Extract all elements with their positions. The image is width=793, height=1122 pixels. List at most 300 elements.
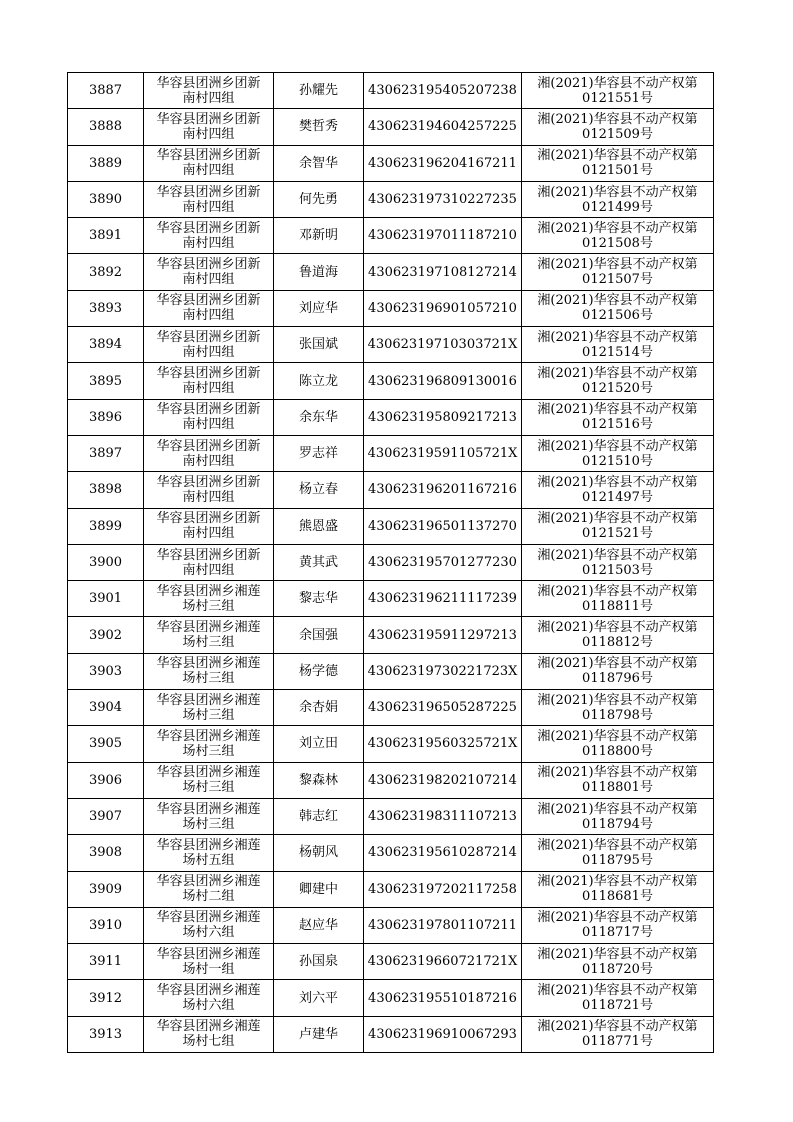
address-cell: [144, 435, 274, 471]
address-cell: [144, 907, 274, 943]
address-line-1: 华容县团洲乡湘莲: [156, 765, 261, 781]
address-cell: [144, 399, 274, 435]
owner-name-cell: [274, 254, 364, 290]
certificate-line-1: 湘(2021)华容县不动产权第: [537, 366, 698, 382]
id-number-cell: [364, 653, 522, 689]
certificate-number: 0118720号: [582, 961, 653, 977]
certificate-number: 0121506号: [582, 308, 653, 324]
table-row: [68, 327, 714, 363]
address-cell: [144, 508, 274, 544]
address-cell: [144, 73, 274, 109]
address-cell: [144, 218, 274, 254]
table-row: [68, 472, 714, 508]
owner-name-cell: [274, 798, 364, 834]
owner-name-cell: [274, 581, 364, 617]
id-number-cell: [364, 327, 522, 363]
id-number-cell: [364, 871, 522, 907]
owner-name: 黎森林: [298, 772, 338, 788]
id-number: 430623197011187210: [368, 228, 517, 244]
certificate-number: 0121510号: [582, 453, 653, 469]
id-number-cell: [364, 617, 522, 653]
owner-name-cell: [274, 218, 364, 254]
owner-name-cell: [274, 1016, 364, 1052]
owner-name: 黎志华: [298, 591, 338, 607]
table-row: [68, 181, 714, 217]
serial-number-cell: [68, 508, 144, 544]
certificate-line-1: 湘(2021)华容县不动产权第: [537, 692, 698, 708]
id-number-cell: [364, 435, 522, 471]
address-cell: [144, 290, 274, 326]
address-line-2: 南村四组: [182, 272, 235, 288]
table-row: [68, 508, 714, 544]
address-cell: [144, 581, 274, 617]
certificate-number: 0121499号: [582, 199, 653, 215]
table-row: [68, 617, 714, 653]
certificate-line-1: 湘(2021)华容县不动产权第: [537, 837, 698, 853]
certificate-number: 0121520号: [582, 381, 653, 397]
certificate-number: 0118717号: [582, 925, 653, 941]
certificate-number: 0121514号: [582, 344, 653, 360]
id-number: 430623195510187216: [368, 990, 517, 1006]
address-line-2: 场村三组: [182, 635, 235, 651]
certificate-cell: [522, 871, 714, 907]
certificate-number: 0118801号: [582, 780, 653, 796]
certificate-line-1: 湘(2021)华容县不动产权第: [537, 728, 698, 744]
address-line-1: 华容县团洲乡湘莲: [156, 801, 261, 817]
serial-number-cell: [68, 798, 144, 834]
owner-name: 刘六平: [298, 990, 338, 1006]
table-row: [68, 290, 714, 326]
serial-number: 3899: [88, 518, 123, 534]
id-number: 43062319660721721X: [367, 954, 518, 970]
id-number: 430623195610287214: [368, 845, 517, 861]
serial-number: 3902: [88, 627, 123, 643]
serial-number-cell: [68, 871, 144, 907]
serial-number: 3897: [88, 446, 123, 462]
certificate-line-1: 湘(2021)华容县不动产权第: [537, 329, 698, 345]
serial-number-cell: [68, 653, 144, 689]
certificate-cell: [522, 798, 714, 834]
serial-number-cell: [68, 690, 144, 726]
serial-number: 3893: [88, 300, 123, 316]
owner-name: 孙耀先: [298, 83, 338, 99]
serial-number: 3890: [88, 192, 123, 208]
id-number: 430623195701277230: [368, 555, 517, 570]
owner-name-cell: [274, 109, 364, 145]
certificate-number: 0121503号: [582, 562, 653, 578]
address-line-2: 场村三组: [182, 598, 235, 614]
certificate-line-1: 湘(2021)华容县不动产权第: [537, 438, 698, 454]
address-cell: [144, 690, 274, 726]
table-row: [68, 726, 714, 762]
certificate-number: 0118812号: [582, 635, 653, 651]
serial-number-cell: [68, 1016, 144, 1052]
address-line-1: 华容县团洲乡湘莲: [156, 874, 261, 890]
owner-name-cell: [274, 871, 364, 907]
table-row: [68, 109, 714, 145]
address-line-2: 南村四组: [182, 90, 235, 106]
address-line-2: 南村四组: [182, 235, 235, 251]
owner-name: 邓新明: [298, 228, 338, 244]
address-line-2: 南村四组: [182, 453, 235, 469]
serial-number: 3903: [88, 663, 123, 679]
certificate-line-1: 湘(2021)华容县不动产权第: [537, 184, 698, 200]
certificate-number: 0121521号: [582, 526, 653, 542]
serial-number: 3906: [88, 772, 123, 788]
id-number: 430623198202107214: [368, 772, 517, 788]
certificate-cell: [522, 617, 714, 653]
certificate-number: 0121507号: [582, 272, 653, 288]
address-line-1: 华容县团洲乡湘莲: [156, 620, 261, 636]
certificate-number: 0118800号: [582, 743, 653, 759]
certificate-line-1: 湘(2021)华容县不动产权第: [537, 257, 698, 273]
certificate-cell: [522, 254, 714, 290]
owner-name: 卢建华: [298, 1026, 338, 1042]
registry-table: [67, 72, 714, 1053]
certificate-line-1: 湘(2021)华容县不动产权第: [537, 801, 698, 817]
certificate-line-1: 湘(2021)华容县不动产权第: [537, 474, 698, 490]
id-number-cell: [364, 472, 522, 508]
address-line-2: 场村六组: [182, 925, 235, 941]
address-cell: [144, 617, 274, 653]
table-row: [68, 835, 714, 871]
owner-name: 杨朝风: [298, 845, 338, 861]
id-number-cell: [364, 835, 522, 871]
id-number: 430623197108127214: [368, 264, 517, 280]
id-number-cell: [364, 399, 522, 435]
owner-name-cell: [274, 327, 364, 363]
serial-number-cell: [68, 907, 144, 943]
serial-number: 3904: [88, 700, 123, 716]
address-cell: [144, 254, 274, 290]
id-number: 430623196201167216: [368, 482, 517, 498]
table-row: [68, 653, 714, 689]
owner-name-cell: [274, 944, 364, 980]
id-number-cell: [364, 907, 522, 943]
address-line-1: 华容县团洲乡湘莲: [156, 983, 261, 999]
address-line-2: 场村五组: [182, 852, 235, 868]
owner-name-cell: [274, 690, 364, 726]
table-row: [68, 363, 714, 399]
certificate-line-1: 湘(2021)华容县不动产权第: [537, 402, 698, 418]
address-line-2: 南村四组: [182, 562, 235, 578]
address-line-2: 场村三组: [182, 816, 235, 832]
serial-number: 3887: [88, 83, 123, 99]
certificate-line-1: 湘(2021)华容县不动产权第: [537, 547, 698, 563]
certificate-line-1: 湘(2021)华容县不动产权第: [537, 874, 698, 890]
id-number: 430623198311107213: [368, 809, 517, 825]
certificate-line-1: 湘(2021)华容县不动产权第: [537, 220, 698, 236]
certificate-cell: [522, 653, 714, 689]
certificate-number: 0118771号: [582, 1034, 653, 1050]
id-number-cell: [364, 181, 522, 217]
table-row: [68, 944, 714, 980]
id-number-cell: [364, 218, 522, 254]
id-number: 430623196204167211: [368, 155, 517, 171]
address-cell: [144, 544, 274, 580]
address-line-1: 华容县团洲乡团新: [156, 257, 261, 273]
address-line-2: 南村四组: [182, 163, 235, 179]
table-row: [68, 980, 714, 1016]
address-line-2: 南村四组: [182, 417, 235, 433]
table-row: [68, 218, 714, 254]
address-cell: [144, 798, 274, 834]
address-line-2: 场村一组: [182, 961, 235, 977]
serial-number: 3910: [88, 917, 123, 933]
id-number: 430623196910067293: [368, 1026, 517, 1042]
owner-name: 鲁道海: [298, 264, 338, 280]
id-number-cell: [364, 762, 522, 798]
address-line-2: 场村三组: [182, 707, 235, 723]
serial-number: 3896: [88, 409, 123, 425]
certificate-cell: [522, 980, 714, 1016]
owner-name-cell: [274, 508, 364, 544]
certificate-line-1: 湘(2021)华容县不动产权第: [537, 511, 698, 527]
certificate-line-1: 湘(2021)华容县不动产权第: [537, 1019, 698, 1035]
certificate-line-1: 湘(2021)华容县不动产权第: [537, 75, 698, 91]
certificate-cell: [522, 472, 714, 508]
certificate-number: 0121516号: [582, 417, 653, 433]
owner-name-cell: [274, 617, 364, 653]
serial-number: 3912: [88, 990, 123, 1006]
serial-number: 3898: [88, 482, 123, 498]
owner-name: 余国强: [298, 627, 338, 643]
serial-number: 3901: [88, 591, 123, 607]
serial-number-cell: [68, 145, 144, 181]
owner-name-cell: [274, 472, 364, 508]
id-number: 430623197801107211: [368, 917, 517, 933]
address-cell: [144, 327, 274, 363]
serial-number: 3900: [88, 555, 123, 570]
owner-name: 余智华: [298, 155, 338, 171]
owner-name-cell: [274, 762, 364, 798]
owner-name-cell: [274, 907, 364, 943]
serial-number: 3913: [88, 1026, 123, 1042]
owner-name: 孙国泉: [298, 954, 338, 970]
address-line-2: 场村七组: [182, 1034, 235, 1050]
address-line-1: 华容县团洲乡湘莲: [156, 656, 261, 672]
address-line-2: 南村四组: [182, 199, 235, 215]
address-cell: [144, 762, 274, 798]
table-row: [68, 871, 714, 907]
id-number: 430623196211117239: [368, 591, 517, 607]
address-cell: [144, 109, 274, 145]
serial-number-cell: [68, 218, 144, 254]
owner-name: 杨立春: [298, 482, 338, 498]
certificate-cell: [522, 835, 714, 871]
serial-number-cell: [68, 835, 144, 871]
address-line-1: 华容县团洲乡湘莲: [156, 837, 261, 853]
serial-number-cell: [68, 980, 144, 1016]
owner-name: 赵应华: [298, 917, 338, 933]
id-number-cell: [364, 508, 522, 544]
id-number-cell: [364, 145, 522, 181]
serial-number-cell: [68, 617, 144, 653]
address-line-1: 华容县团洲乡团新: [156, 511, 261, 527]
id-number-cell: [364, 254, 522, 290]
certificate-cell: [522, 290, 714, 326]
owner-name-cell: [274, 544, 364, 580]
serial-number: 3894: [88, 337, 123, 353]
serial-number-cell: [68, 181, 144, 217]
certificate-number: 0121501号: [582, 163, 653, 179]
address-line-2: 场村二组: [182, 889, 235, 905]
certificate-number: 0121497号: [582, 489, 653, 505]
table-body: [68, 73, 714, 1053]
address-cell: [144, 944, 274, 980]
id-number: 430623195911297213: [368, 627, 517, 643]
table-row: [68, 145, 714, 181]
address-cell: [144, 181, 274, 217]
id-number-cell: [364, 944, 522, 980]
certificate-line-1: 湘(2021)华容县不动产权第: [537, 620, 698, 636]
owner-name: 陈立龙: [298, 373, 338, 389]
id-number: 430623195809217213: [368, 409, 517, 425]
certificate-number: 0118796号: [582, 671, 653, 687]
certificate-line-1: 湘(2021)华容县不动产权第: [537, 765, 698, 781]
certificate-number: 0118681号: [582, 889, 653, 905]
address-cell: [144, 980, 274, 1016]
address-line-1: 华容县团洲乡湘莲: [156, 910, 261, 926]
table-row: [68, 254, 714, 290]
address-line-1: 华容县团洲乡湘莲: [156, 728, 261, 744]
serial-number: 3889: [88, 155, 123, 171]
serial-number: 3911: [88, 954, 123, 970]
id-number: 430623194604257225: [368, 119, 517, 135]
address-line-1: 华容县团洲乡团新: [156, 366, 261, 382]
owner-name-cell: [274, 181, 364, 217]
certificate-number: 0118811号: [582, 598, 653, 614]
table-row: [68, 544, 714, 580]
owner-name-cell: [274, 73, 364, 109]
address-cell: [144, 726, 274, 762]
address-cell: [144, 1016, 274, 1052]
address-line-1: 华容县团洲乡团新: [156, 148, 261, 164]
address-line-2: 南村四组: [182, 526, 235, 542]
id-number-cell: [364, 980, 522, 1016]
id-number-cell: [364, 1016, 522, 1052]
address-line-1: 华容县团洲乡湘莲: [156, 692, 261, 708]
certificate-cell: [522, 726, 714, 762]
owner-name: 刘应华: [298, 300, 338, 316]
table-row: [68, 907, 714, 943]
table-row: [68, 798, 714, 834]
certificate-number: 0118794号: [582, 816, 653, 832]
id-number: 43062319710303721X: [367, 337, 518, 353]
certificate-cell: [522, 435, 714, 471]
address-line-2: 南村四组: [182, 308, 235, 324]
certificate-cell: [522, 218, 714, 254]
serial-number-cell: [68, 762, 144, 798]
serial-number: 3891: [88, 228, 123, 244]
id-number: 430623196505287225: [368, 700, 517, 716]
certificate-cell: [522, 508, 714, 544]
owner-name-cell: [274, 435, 364, 471]
address-line-1: 华容县团洲乡湘莲: [156, 583, 261, 599]
id-number-cell: [364, 798, 522, 834]
address-line-2: 南村四组: [182, 344, 235, 360]
id-number: 43062319591105721X: [367, 446, 518, 462]
address-line-2: 南村四组: [182, 381, 235, 397]
certificate-cell: [522, 690, 714, 726]
certificate-cell: [522, 544, 714, 580]
owner-name: 韩志红: [298, 809, 338, 825]
owner-name-cell: [274, 145, 364, 181]
certificate-number: 0121551号: [582, 90, 653, 106]
address-line-1: 华容县团洲乡团新: [156, 220, 261, 236]
table-row: [68, 435, 714, 471]
serial-number-cell: [68, 327, 144, 363]
id-number: 430623195405207238: [368, 83, 517, 99]
id-number-cell: [364, 726, 522, 762]
owner-name-cell: [274, 399, 364, 435]
certificate-line-1: 湘(2021)华容县不动产权第: [537, 983, 698, 999]
table-row: [68, 762, 714, 798]
owner-name-cell: [274, 653, 364, 689]
serial-number: 3888: [88, 119, 123, 135]
address-cell: [144, 145, 274, 181]
serial-number-cell: [68, 435, 144, 471]
address-line-1: 华容县团洲乡湘莲: [156, 1019, 261, 1035]
address-line-2: 场村三组: [182, 780, 235, 796]
id-number: 430623196809130016: [368, 373, 517, 389]
serial-number-cell: [68, 581, 144, 617]
id-number-cell: [364, 581, 522, 617]
id-number: 43062319730221723X: [367, 663, 518, 679]
certificate-line-1: 湘(2021)华容县不动产权第: [537, 583, 698, 599]
certificate-line-1: 湘(2021)华容县不动产权第: [537, 293, 698, 309]
serial-number-cell: [68, 363, 144, 399]
serial-number: 3905: [88, 736, 123, 752]
certificate-cell: [522, 581, 714, 617]
id-number-cell: [364, 73, 522, 109]
certificate-cell: [522, 109, 714, 145]
certificate-cell: [522, 1016, 714, 1052]
id-number: 430623196501137270: [368, 518, 517, 534]
owner-name: 余东华: [298, 409, 338, 425]
address-line-1: 华容县团洲乡团新: [156, 184, 261, 200]
address-line-1: 华容县团洲乡团新: [156, 438, 261, 454]
table-row: [68, 581, 714, 617]
serial-number: 3907: [88, 809, 123, 825]
address-line-1: 华容县团洲乡团新: [156, 111, 261, 127]
id-number-cell: [364, 544, 522, 580]
table-row: [68, 73, 714, 109]
address-line-1: 华容县团洲乡团新: [156, 75, 261, 91]
id-number-cell: [364, 690, 522, 726]
address-cell: [144, 871, 274, 907]
id-number: 43062319560325721X: [367, 736, 518, 752]
address-line-2: 场村三组: [182, 743, 235, 759]
owner-name-cell: [274, 363, 364, 399]
certificate-cell: [522, 181, 714, 217]
id-number-cell: [364, 109, 522, 145]
certificate-number: 0121508号: [582, 235, 653, 251]
serial-number-cell: [68, 399, 144, 435]
certificate-cell: [522, 73, 714, 109]
address-line-2: 南村四组: [182, 489, 235, 505]
address-line-2: 南村四组: [182, 126, 235, 142]
table-row: [68, 399, 714, 435]
address-cell: [144, 363, 274, 399]
address-cell: [144, 472, 274, 508]
owner-name: 张国斌: [298, 337, 338, 353]
certificate-line-1: 湘(2021)华容县不动产权第: [537, 148, 698, 164]
certificate-cell: [522, 327, 714, 363]
owner-name: 黄其武: [298, 555, 338, 570]
address-line-2: 场村六组: [182, 998, 235, 1014]
owner-name: 卿建中: [298, 881, 338, 897]
